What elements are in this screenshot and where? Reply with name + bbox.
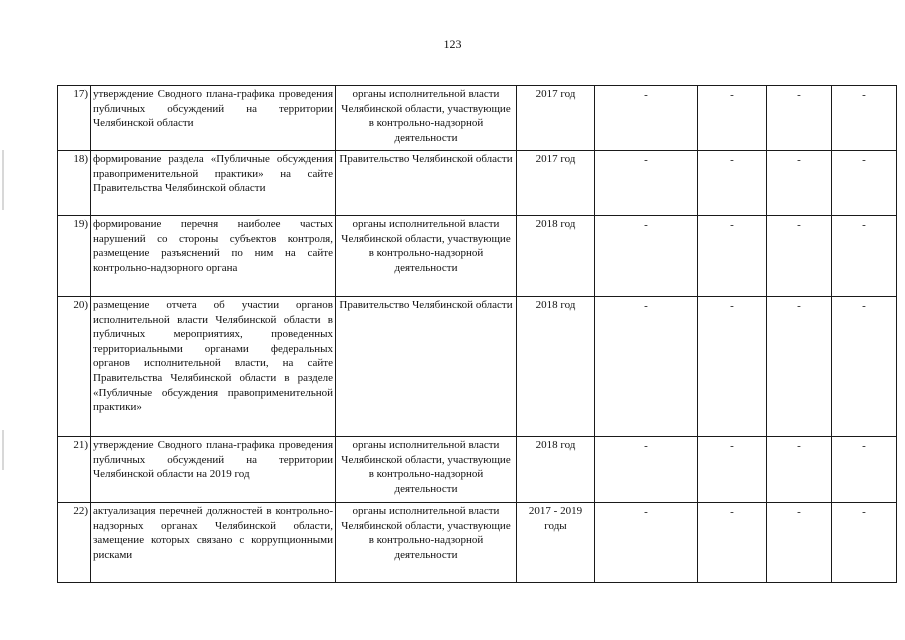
responsible-organization: органы исполнительной власти Челябинской области, участвующие в контрольно-надзорной деятельности xyxy=(336,437,517,503)
page-number: 123 xyxy=(443,37,462,51)
indicator-value: - xyxy=(644,89,648,101)
indicator-cell xyxy=(832,86,897,151)
indicator-value: - xyxy=(730,89,734,101)
indicator-cell xyxy=(832,151,897,216)
indicator-cell xyxy=(595,503,698,583)
indicator-value: - xyxy=(797,154,801,166)
scan-edge-mark xyxy=(2,430,4,470)
indicator-cell xyxy=(595,86,698,151)
indicator-value: - xyxy=(730,506,734,518)
responsible-organization: органы исполнительной власти Челябинской области, участвующие в контрольно-надзорной деятельности xyxy=(336,86,517,151)
deadline-cell: 2018 год xyxy=(517,297,595,437)
table-row xyxy=(58,437,897,503)
indicator-cell xyxy=(698,437,767,503)
indicator-value: - xyxy=(644,154,648,166)
indicator-cell xyxy=(832,503,897,583)
deadline-cell: 2018 год xyxy=(517,437,595,503)
row-number: 19) xyxy=(58,216,91,297)
table-row xyxy=(58,151,897,216)
indicator-value: - xyxy=(797,89,801,101)
row-number: 21) xyxy=(58,437,91,503)
indicator-value: - xyxy=(797,440,801,452)
indicator-value: - xyxy=(644,440,648,452)
indicator-value: - xyxy=(730,300,734,312)
indicator-value: - xyxy=(730,154,734,166)
indicator-cell xyxy=(595,437,698,503)
responsible-organization: Правительство Челябинской области xyxy=(336,297,517,437)
measures-table xyxy=(57,85,897,583)
indicator-value: - xyxy=(862,154,866,166)
responsible-organization: органы исполнительной власти Челябинской области, участвующие в контрольно-надзорной деятельности xyxy=(336,503,517,583)
indicator-value: - xyxy=(644,506,648,518)
indicator-cell xyxy=(767,437,832,503)
measure-description: размещение отчета об участии органов исполнительной власти Челябинской области в публичных мероприятиях, проведенных территориальными органами федеральных органов исполнительной власти, на сайте Правительства Челябинской области в разделе «Публичные обсуждения правоприменительной практики» xyxy=(91,297,336,437)
indicator-cell xyxy=(595,216,698,297)
measure-description: утверждение Сводного плана-графика проведения публичных обсуждений на территории Челябинской области xyxy=(91,86,336,151)
indicator-value: - xyxy=(862,506,866,518)
table-row xyxy=(58,86,897,151)
indicator-cell xyxy=(698,151,767,216)
indicator-cell xyxy=(698,503,767,583)
scan-edge-mark xyxy=(2,150,4,210)
indicator-cell xyxy=(698,86,767,151)
indicator-value: - xyxy=(797,506,801,518)
indicator-cell xyxy=(767,297,832,437)
measure-description: утверждение Сводного плана-графика проведения публичных обсуждений на территории Челябинской области на 2019 год xyxy=(91,437,336,503)
indicator-cell xyxy=(767,86,832,151)
indicator-value: - xyxy=(644,219,648,231)
measure-description: формирование перечня наиболее частых нарушений со стороны субъектов контроля, размещение разъяснений по ним на сайте контрольно-надзорного органа xyxy=(91,216,336,297)
indicator-value: - xyxy=(862,440,866,452)
indicator-cell xyxy=(767,503,832,583)
indicator-value: - xyxy=(797,219,801,231)
deadline-cell: 2017 год xyxy=(517,86,595,151)
indicator-cell xyxy=(767,151,832,216)
indicator-cell xyxy=(832,297,897,437)
indicator-cell xyxy=(832,437,897,503)
row-number: 20) xyxy=(58,297,91,437)
table-row xyxy=(58,503,897,583)
indicator-value: - xyxy=(862,219,866,231)
indicator-value: - xyxy=(862,89,866,101)
deadline-cell: 2017 год xyxy=(517,151,595,216)
deadline-cell: 2018 год xyxy=(517,216,595,297)
responsible-organization: Правительство Челябинской области xyxy=(336,151,517,216)
measure-description: формирование раздела «Публичные обсуждения правоприменительной практики» на сайте Правительства Челябинской области xyxy=(91,151,336,216)
row-number: 22) xyxy=(58,503,91,583)
indicator-cell xyxy=(698,297,767,437)
indicator-value: - xyxy=(862,300,866,312)
indicator-cell xyxy=(767,216,832,297)
indicator-cell xyxy=(595,297,698,437)
table-row xyxy=(58,216,897,297)
indicator-cell xyxy=(698,216,767,297)
row-number: 17) xyxy=(58,86,91,151)
indicator-value: - xyxy=(730,219,734,231)
table-row xyxy=(58,297,897,437)
indicator-value: - xyxy=(644,300,648,312)
indicator-cell xyxy=(832,216,897,297)
indicator-value: - xyxy=(797,300,801,312)
responsible-organization: органы исполнительной власти Челябинской области, участвующие в контрольно-надзорной деятельности xyxy=(336,216,517,297)
row-number: 18) xyxy=(58,151,91,216)
deadline-cell: 2017 - 2019 годы xyxy=(517,503,595,583)
measure-description: актуализация перечней должностей в контрольно-надзорных органах Челябинской области, замещение которых связано с коррупционными рисками xyxy=(91,503,336,583)
indicator-value: - xyxy=(730,440,734,452)
indicator-cell xyxy=(595,151,698,216)
